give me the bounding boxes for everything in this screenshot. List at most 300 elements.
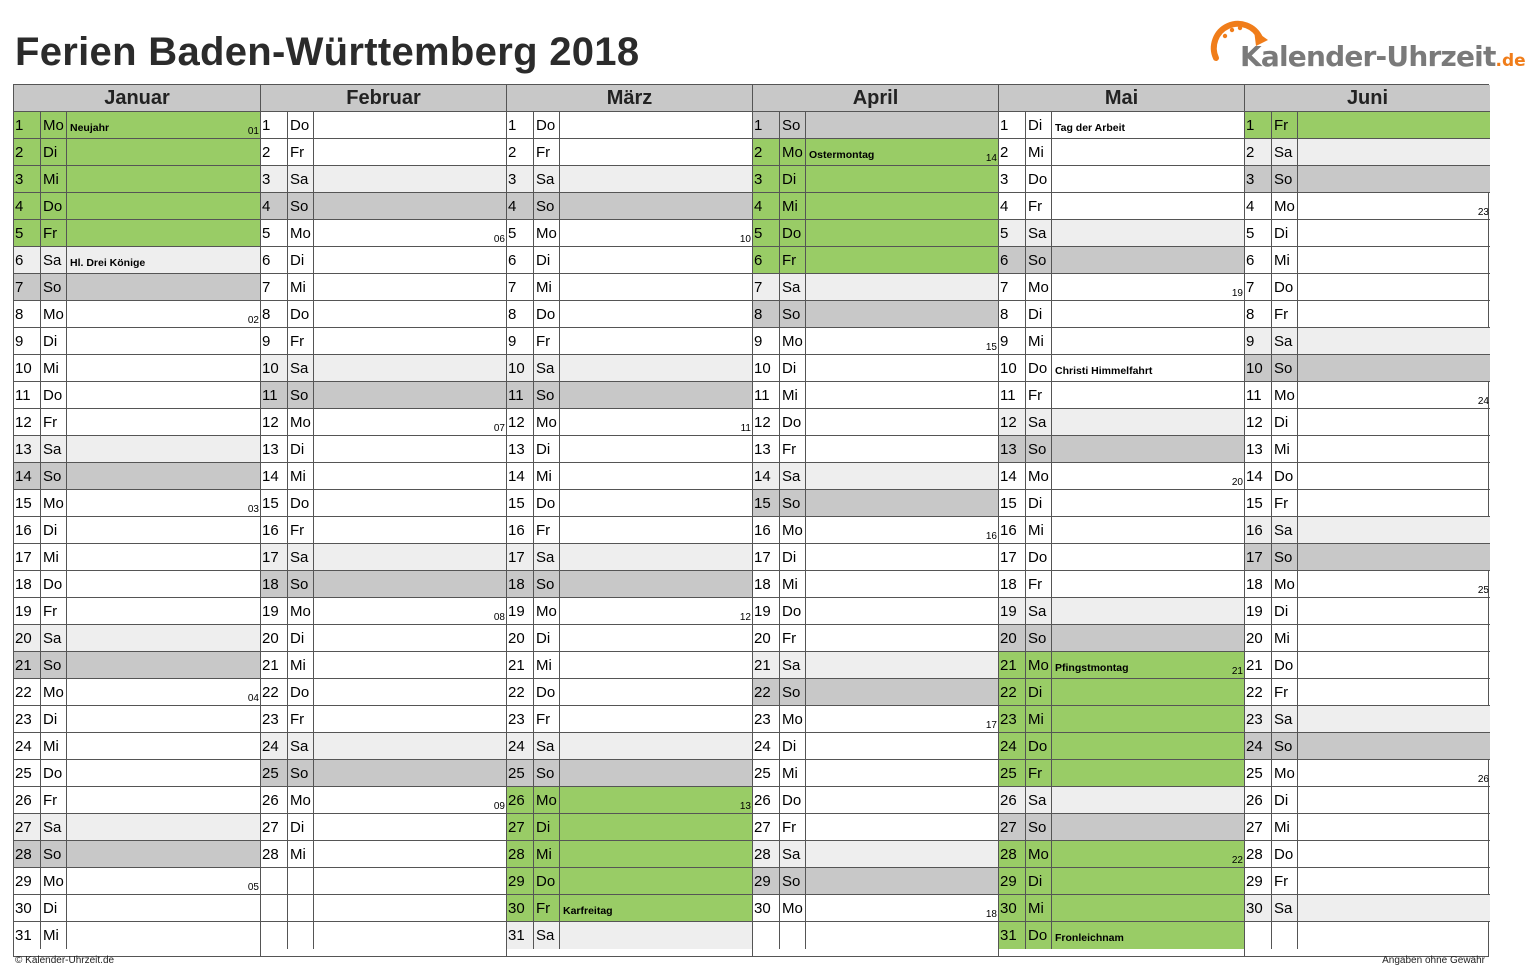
day-number: 6 — [14, 247, 41, 273]
day-number: 22 — [753, 679, 780, 705]
day-entry — [1298, 598, 1490, 624]
day-number: 3 — [753, 166, 780, 192]
weekday-label — [288, 868, 314, 894]
day-row — [999, 544, 1244, 571]
week-number: 23 — [1477, 207, 1489, 218]
day-row — [999, 598, 1244, 625]
day-number: 23 — [999, 706, 1026, 732]
day-number: 3 — [1245, 166, 1272, 192]
day-number: 28 — [999, 841, 1026, 867]
day-number: 18 — [14, 571, 41, 597]
day-number: 22 — [999, 679, 1026, 705]
day-row — [753, 760, 998, 787]
weekday-label: Di — [1026, 112, 1052, 138]
day-entry — [1052, 760, 1244, 786]
weekday-label: Fr — [288, 139, 314, 165]
weekday-label: Sa — [1272, 139, 1298, 165]
day-row — [261, 112, 506, 139]
day-row — [999, 247, 1244, 274]
day-entry — [1298, 382, 1490, 408]
day-row — [507, 814, 752, 841]
month-column — [998, 85, 1244, 956]
weekday-label: Do — [1272, 841, 1298, 867]
day-number: 21 — [753, 652, 780, 678]
day-row — [261, 517, 506, 544]
day-entry — [314, 922, 506, 949]
week-number: 01 — [247, 126, 259, 137]
weekday-label: Fr — [1026, 382, 1052, 408]
day-row — [507, 679, 752, 706]
day-entry — [806, 625, 998, 651]
day-entry — [314, 382, 506, 408]
day-row — [507, 733, 752, 760]
day-row — [14, 922, 260, 949]
weekday-label: Mi — [288, 274, 314, 300]
day-entry — [67, 625, 260, 651]
weekday-label: Do — [780, 409, 806, 435]
day-row — [753, 139, 998, 166]
day-number: 25 — [14, 760, 41, 786]
weekday-label: Di — [41, 517, 67, 543]
weekday-label: Mo — [41, 112, 67, 138]
day-row — [507, 166, 752, 193]
day-number: 26 — [261, 787, 288, 813]
day-entry — [1052, 787, 1244, 813]
weekday-label: Do — [534, 679, 560, 705]
weekday-label: Di — [780, 166, 806, 192]
day-number: 3 — [14, 166, 41, 192]
day-number: 11 — [14, 382, 41, 408]
day-number: 19 — [14, 598, 41, 624]
day-number: 6 — [261, 247, 288, 273]
day-entry — [67, 787, 260, 813]
day-number: 18 — [999, 571, 1026, 597]
day-row — [14, 787, 260, 814]
footer-disclaimer: Angaben ohne Gewähr — [1382, 955, 1485, 966]
day-entry — [1298, 868, 1490, 894]
weekday-label: Sa — [534, 544, 560, 570]
day-entry — [1298, 571, 1490, 597]
day-number: 10 — [261, 355, 288, 381]
day-entry — [67, 463, 260, 489]
day-entry — [806, 760, 998, 786]
day-number: 13 — [753, 436, 780, 462]
day-number — [753, 922, 780, 949]
weekday-label: Do — [534, 112, 560, 138]
day-entry — [1298, 247, 1490, 273]
day-number: 8 — [1245, 301, 1272, 327]
brand-name: Kalender-Uhrzeit — [1240, 40, 1496, 73]
weekday-label: Do — [288, 301, 314, 327]
day-entry — [314, 328, 506, 354]
weekday-label: Do — [1272, 274, 1298, 300]
day-entry — [1052, 814, 1244, 840]
month-header: April — [753, 85, 998, 112]
footer-copyright: © Kalender-Uhrzeit.de — [15, 955, 115, 966]
day-entry — [560, 814, 752, 840]
weekday-label: Mo — [288, 220, 314, 246]
day-entry — [67, 220, 260, 246]
day-row — [507, 328, 752, 355]
day-entry — [314, 652, 506, 678]
day-row — [1245, 517, 1490, 544]
day-row — [261, 733, 506, 760]
day-entry — [560, 247, 752, 273]
day-entry — [806, 787, 998, 813]
day-number: 12 — [507, 409, 534, 435]
week-number: 07 — [493, 423, 505, 434]
day-row — [1245, 868, 1490, 895]
day-number: 23 — [1245, 706, 1272, 732]
day-number: 4 — [14, 193, 41, 219]
day-number: 14 — [507, 463, 534, 489]
holiday-name: Tag der Arbeit — [1055, 122, 1126, 134]
day-number: 22 — [14, 679, 41, 705]
day-entry — [1298, 652, 1490, 678]
day-entry — [314, 706, 506, 732]
day-entry — [560, 382, 752, 408]
weekday-label: Do — [1026, 733, 1052, 759]
day-number: 7 — [999, 274, 1026, 300]
day-entry — [1052, 706, 1244, 732]
day-number: 7 — [1245, 274, 1272, 300]
day-number — [261, 895, 288, 921]
day-number: 24 — [753, 733, 780, 759]
week-number: 10 — [739, 234, 751, 245]
weekday-label: Sa — [1026, 220, 1052, 246]
weekday-label: Di — [288, 814, 314, 840]
day-entry — [314, 787, 506, 813]
day-number: 19 — [999, 598, 1026, 624]
weekday-label: Mo — [534, 220, 560, 246]
empty-row — [261, 922, 506, 949]
day-entry — [314, 814, 506, 840]
weekday-label: Sa — [41, 436, 67, 462]
weekday-label: Do — [780, 787, 806, 813]
weekday-label: Mi — [41, 355, 67, 381]
day-row — [1245, 787, 1490, 814]
weekday-label: Mi — [534, 652, 560, 678]
day-entry — [67, 328, 260, 354]
weekday-label: Mo — [41, 490, 67, 516]
weekday-label: Sa — [1272, 517, 1298, 543]
day-row — [14, 328, 260, 355]
weekday-label: Mi — [1272, 814, 1298, 840]
weekday-label: Do — [41, 193, 67, 219]
day-entry — [806, 490, 998, 516]
day-row — [14, 679, 260, 706]
day-entry — [1052, 841, 1244, 867]
day-row — [261, 490, 506, 517]
day-number: 25 — [999, 760, 1026, 786]
day-number: 25 — [507, 760, 534, 786]
day-entry — [314, 436, 506, 462]
empty-row — [261, 868, 506, 895]
day-number: 31 — [507, 922, 534, 949]
day-row — [14, 247, 260, 274]
day-row — [261, 760, 506, 787]
day-row — [14, 733, 260, 760]
day-entry — [560, 274, 752, 300]
weekday-label: Sa — [41, 625, 67, 651]
day-row — [999, 166, 1244, 193]
day-entry — [1052, 193, 1244, 219]
day-row — [753, 517, 998, 544]
week-number: 16 — [985, 531, 997, 542]
brand-logo[interactable] — [1208, 18, 1526, 74]
day-number: 1 — [999, 112, 1026, 138]
day-number: 5 — [14, 220, 41, 246]
day-number: 13 — [14, 436, 41, 462]
day-number: 30 — [14, 895, 41, 921]
weekday-label: Mo — [1026, 841, 1052, 867]
weekday-label: Di — [534, 247, 560, 273]
day-number: 6 — [1245, 247, 1272, 273]
weekday-label: Fr — [1272, 301, 1298, 327]
weekday-label: Sa — [780, 274, 806, 300]
weekday-label: Mi — [41, 166, 67, 192]
day-number: 26 — [753, 787, 780, 813]
day-row — [261, 679, 506, 706]
day-number: 8 — [261, 301, 288, 327]
brand-tld: .de — [1495, 51, 1526, 71]
day-number: 2 — [753, 139, 780, 165]
weekday-label: Do — [1026, 166, 1052, 192]
day-row — [261, 382, 506, 409]
day-row — [1245, 841, 1490, 868]
day-number: 17 — [507, 544, 534, 570]
day-number: 7 — [14, 274, 41, 300]
day-row — [999, 301, 1244, 328]
weekday-label: Fr — [534, 895, 560, 921]
day-entry — [67, 598, 260, 624]
weekday-label: Di — [1272, 409, 1298, 435]
day-row — [753, 112, 998, 139]
day-number: 27 — [261, 814, 288, 840]
day-entry — [1298, 463, 1490, 489]
month-header: Februar — [261, 85, 506, 112]
day-entry — [314, 355, 506, 381]
day-row — [999, 355, 1244, 382]
weekday-label: Fr — [534, 328, 560, 354]
day-row — [999, 274, 1244, 301]
day-row — [261, 436, 506, 463]
day-number: 24 — [1245, 733, 1272, 759]
day-entry — [1052, 733, 1244, 759]
day-entry — [67, 814, 260, 840]
day-number: 6 — [753, 247, 780, 273]
day-entry — [67, 274, 260, 300]
day-entry — [1298, 625, 1490, 651]
weekday-label: Mo — [1026, 463, 1052, 489]
weekday-label: Di — [1026, 679, 1052, 705]
weekday-label: Di — [1026, 868, 1052, 894]
day-entry — [1052, 382, 1244, 408]
weekday-label: So — [1026, 247, 1052, 273]
day-entry — [806, 166, 998, 192]
weekday-label: Mi — [288, 463, 314, 489]
weekday-label: Fr — [534, 139, 560, 165]
weekday-label: Do — [41, 760, 67, 786]
weekday-label: Mo — [288, 787, 314, 813]
holiday-name: Fronleichnam — [1055, 932, 1124, 944]
day-row — [753, 409, 998, 436]
weekday-label: So — [1272, 544, 1298, 570]
weekday-label: Fr — [288, 706, 314, 732]
weekday-label: So — [780, 868, 806, 894]
weekday-label: Fr — [1272, 679, 1298, 705]
day-number: 27 — [14, 814, 41, 840]
day-number: 15 — [14, 490, 41, 516]
day-row — [753, 328, 998, 355]
weekday-label: Mi — [1272, 436, 1298, 462]
day-number: 6 — [999, 247, 1026, 273]
day-entry — [67, 139, 260, 165]
day-row — [261, 841, 506, 868]
weekday-label: Mo — [1026, 274, 1052, 300]
day-number: 16 — [14, 517, 41, 543]
day-entry — [67, 679, 260, 705]
day-row — [261, 166, 506, 193]
weekday-label — [288, 922, 314, 949]
day-row — [507, 112, 752, 139]
day-entry — [560, 733, 752, 759]
weekday-label: So — [288, 760, 314, 786]
day-number: 9 — [14, 328, 41, 354]
day-row — [753, 490, 998, 517]
day-number: 11 — [999, 382, 1026, 408]
day-entry — [806, 463, 998, 489]
weekday-label: Fr — [534, 517, 560, 543]
day-row — [14, 355, 260, 382]
week-number: 24 — [1477, 396, 1489, 407]
day-row — [507, 625, 752, 652]
day-row — [507, 868, 752, 895]
day-number: 29 — [1245, 868, 1272, 894]
day-row — [753, 166, 998, 193]
weekday-label: Di — [288, 436, 314, 462]
day-entry — [1298, 139, 1490, 165]
weekday-label: Di — [1272, 787, 1298, 813]
weekday-label: Sa — [41, 814, 67, 840]
day-entry — [1052, 274, 1244, 300]
weekday-label: Fr — [41, 598, 67, 624]
day-row — [261, 247, 506, 274]
day-entry — [1052, 544, 1244, 570]
day-entry — [1052, 895, 1244, 921]
day-row — [1245, 544, 1490, 571]
month-column — [14, 85, 260, 956]
day-entry — [1052, 463, 1244, 489]
day-number: 21 — [14, 652, 41, 678]
day-entry — [314, 166, 506, 192]
day-entry — [67, 760, 260, 786]
day-entry — [560, 679, 752, 705]
day-number: 5 — [261, 220, 288, 246]
day-entry — [1052, 220, 1244, 246]
day-entry — [67, 166, 260, 192]
day-number: 5 — [1245, 220, 1272, 246]
day-row — [1245, 301, 1490, 328]
weekday-label: Di — [41, 328, 67, 354]
day-entry — [1298, 490, 1490, 516]
day-number: 25 — [1245, 760, 1272, 786]
day-number: 20 — [753, 625, 780, 651]
day-number: 5 — [753, 220, 780, 246]
day-entry — [560, 625, 752, 651]
weekday-label: Sa — [780, 463, 806, 489]
day-entry — [67, 193, 260, 219]
holiday-name: Hl. Drei Könige — [70, 257, 146, 269]
weekday-label: So — [1026, 814, 1052, 840]
day-number: 14 — [753, 463, 780, 489]
day-entry — [314, 220, 506, 246]
day-number: 18 — [261, 571, 288, 597]
day-number: 18 — [507, 571, 534, 597]
day-entry — [67, 841, 260, 867]
day-number: 25 — [261, 760, 288, 786]
holiday-name: Neujahr — [70, 122, 110, 134]
day-number: 10 — [999, 355, 1026, 381]
day-number: 15 — [261, 490, 288, 516]
weekday-label: So — [534, 571, 560, 597]
day-number: 22 — [261, 679, 288, 705]
day-number: 11 — [261, 382, 288, 408]
day-row — [1245, 625, 1490, 652]
day-entry — [806, 814, 998, 840]
day-number: 6 — [507, 247, 534, 273]
weekday-label: Do — [41, 382, 67, 408]
month-column — [1244, 85, 1490, 956]
weekday-label: Do — [534, 868, 560, 894]
day-row — [1245, 760, 1490, 787]
day-row — [507, 517, 752, 544]
weekday-label: Mo — [1272, 571, 1298, 597]
day-entry — [314, 274, 506, 300]
day-row — [999, 841, 1244, 868]
day-row — [14, 112, 260, 139]
weekday-label: So — [1026, 436, 1052, 462]
day-row — [507, 409, 752, 436]
day-row — [261, 193, 506, 220]
day-row — [1245, 409, 1490, 436]
weekday-label: Sa — [1026, 409, 1052, 435]
day-row — [1245, 166, 1490, 193]
day-entry — [314, 490, 506, 516]
day-row — [1245, 652, 1490, 679]
day-number: 13 — [507, 436, 534, 462]
day-number: 24 — [14, 733, 41, 759]
day-row — [753, 193, 998, 220]
day-entry — [560, 868, 752, 894]
day-row — [507, 247, 752, 274]
day-row — [261, 787, 506, 814]
day-row — [999, 463, 1244, 490]
weekday-label: Mo — [780, 706, 806, 732]
weekday-label: Fr — [1272, 490, 1298, 516]
day-number: 15 — [753, 490, 780, 516]
day-number: 3 — [999, 166, 1026, 192]
day-entry — [1298, 787, 1490, 813]
day-entry — [806, 193, 998, 219]
day-row — [1245, 328, 1490, 355]
day-row — [1245, 274, 1490, 301]
day-entry — [806, 868, 998, 894]
weekday-label: Fr — [780, 625, 806, 651]
day-row — [753, 679, 998, 706]
day-number: 9 — [261, 328, 288, 354]
weekday-label: Mi — [780, 193, 806, 219]
